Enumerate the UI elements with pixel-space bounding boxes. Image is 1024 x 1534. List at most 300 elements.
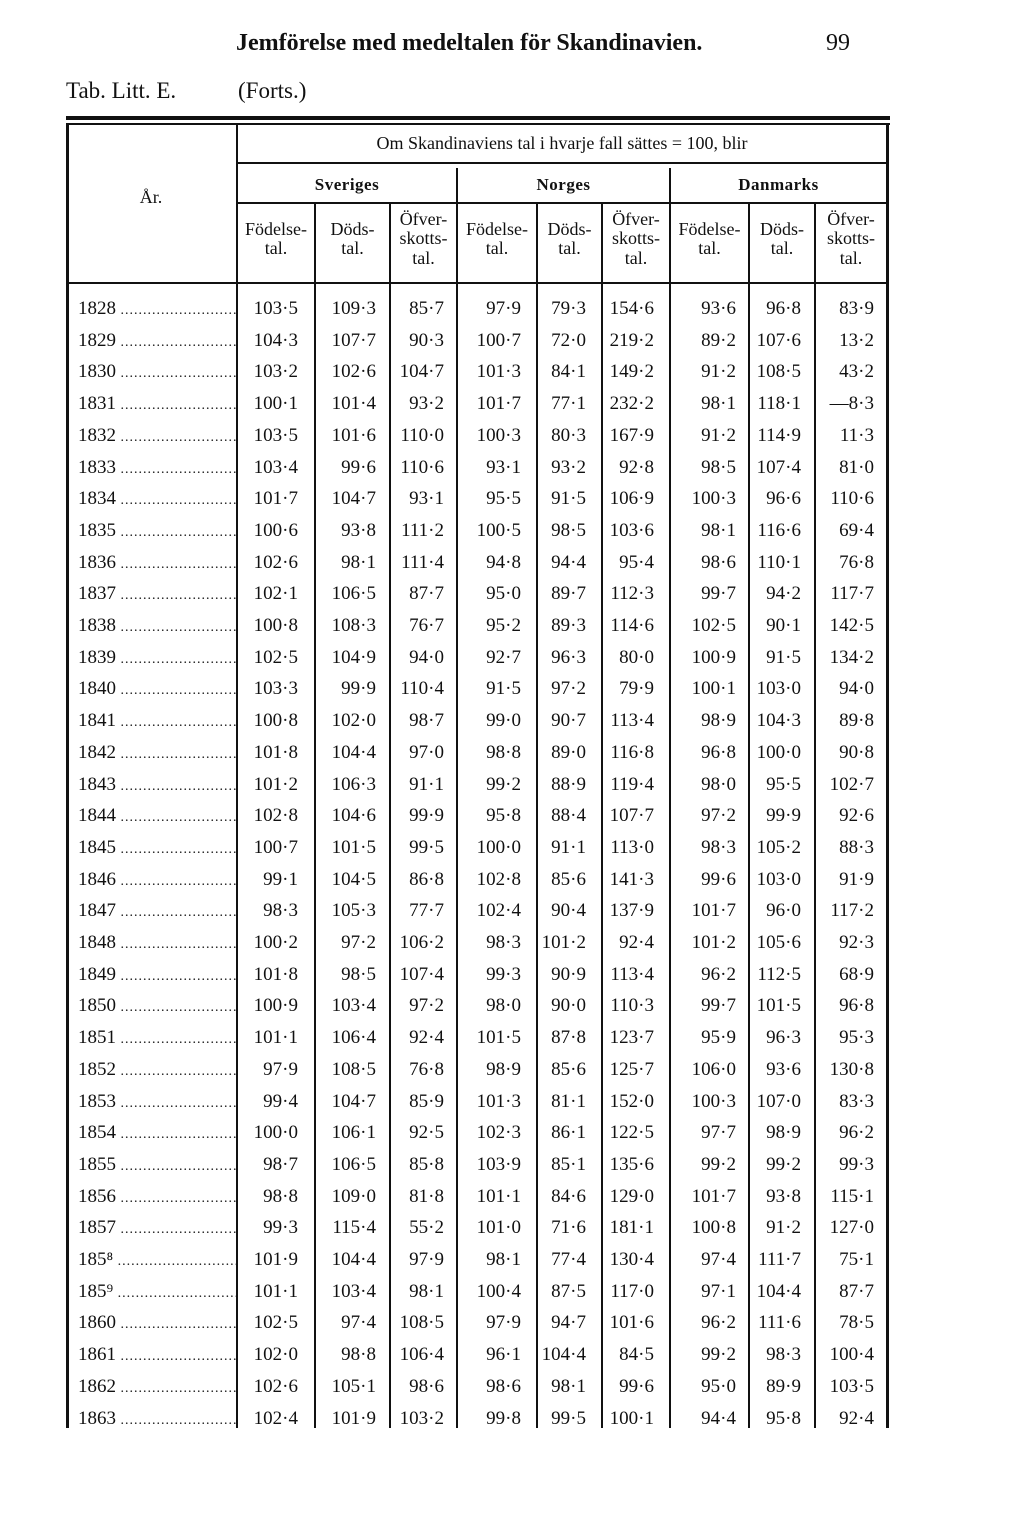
group-header-sweden: Sveriges <box>314 175 380 194</box>
value-cell: 95·0 <box>701 1375 736 1397</box>
value-cell: 106·5 <box>331 1153 376 1175</box>
value-cell: 98·1 <box>409 1280 444 1302</box>
value-cell: 87·8 <box>551 1027 586 1049</box>
value-cell: 96·6 <box>766 488 801 510</box>
value-cell: 103·3 <box>253 678 298 700</box>
group-header-norway: Norges <box>536 175 591 194</box>
value-cell: 117·7 <box>830 583 874 605</box>
year-cell: 1829 ..... <box>78 330 236 352</box>
value-cell: 97·7 <box>701 1122 736 1144</box>
year-cell: 1842 ..... <box>78 742 236 764</box>
value-cell: 141·3 <box>609 868 654 890</box>
value-cell: 100·6 <box>253 519 298 541</box>
table-row <box>66 1249 890 1281</box>
value-cell: 94·0 <box>839 678 874 700</box>
value-cell: 102·0 <box>331 710 376 732</box>
value-cell: 104·9 <box>331 646 376 668</box>
value-cell: 102·7 <box>829 773 874 795</box>
value-cell: 103·0 <box>756 678 801 700</box>
value-cell: 104·3 <box>756 710 801 732</box>
value-cell: 84·1 <box>551 361 586 383</box>
year-cell: 1855 ..... <box>78 1154 236 1176</box>
value-cell: 90·1 <box>766 615 801 636</box>
value-cell: 110·4 <box>400 678 444 700</box>
table-row <box>66 837 890 869</box>
value-cell: 97·2 <box>341 932 376 953</box>
value-cell: 122·5 <box>609 1122 654 1144</box>
table-row <box>66 1154 890 1186</box>
value-cell: 96·0 <box>766 900 801 922</box>
value-cell: 81·0 <box>839 456 874 478</box>
value-cell: 106·0 <box>691 1058 736 1080</box>
value-cell: 105·6 <box>756 932 801 953</box>
value-cell: 99·0 <box>486 710 521 732</box>
top-rule-thin <box>66 123 890 125</box>
value-cell: 96·2 <box>701 1312 736 1334</box>
year-cell: 1843 ..... <box>78 774 236 796</box>
value-cell: 107·4 <box>756 456 801 478</box>
value-cell: 89·7 <box>551 583 586 605</box>
value-cell: 68·9 <box>839 963 874 985</box>
value-cell: 103·5 <box>253 424 298 446</box>
value-cell: 91·2 <box>766 1217 801 1239</box>
value-cell: 101·5 <box>756 995 801 1017</box>
value-cell: 101·2 <box>541 932 586 953</box>
value-cell: 13·2 <box>839 329 874 351</box>
value-cell: 81·8 <box>409 1185 444 1207</box>
value-cell: 101·3 <box>476 361 521 383</box>
value-cell: 127·0 <box>829 1217 874 1239</box>
value-cell: 99·6 <box>619 1375 654 1397</box>
table-row <box>66 869 890 901</box>
table-row <box>66 425 890 457</box>
column-header: Öfver- skotts- tal. <box>611 209 660 268</box>
value-cell: 85·9 <box>409 1090 444 1112</box>
table-row <box>66 900 890 932</box>
value-cell: 100·1 <box>691 678 736 700</box>
table-row <box>66 1059 890 1091</box>
value-cell: 99·1 <box>263 868 298 890</box>
value-cell: 93·2 <box>551 456 586 478</box>
value-cell: 130·4 <box>609 1249 654 1270</box>
value-cell: 97·1 <box>701 1280 736 1302</box>
value-cell: 103·4 <box>331 995 376 1017</box>
year-cell: 1844 ..... <box>78 805 236 827</box>
value-cell: 89·2 <box>701 329 736 351</box>
table-row <box>66 1408 890 1440</box>
table-row <box>66 647 890 679</box>
value-cell: 100·0 <box>253 1122 298 1144</box>
column-header: Döds- tal. <box>760 219 804 259</box>
value-cell: 113·4 <box>610 710 654 732</box>
year-cell: 1852 ..... <box>78 1059 236 1081</box>
value-cell: 106·5 <box>331 583 376 605</box>
value-cell: 105·3 <box>331 900 376 922</box>
value-cell: 181·1 <box>609 1217 654 1239</box>
value-cell: 93·6 <box>701 298 736 319</box>
value-cell: 94·2 <box>766 583 801 605</box>
value-cell: 108·3 <box>331 615 376 636</box>
value-cell: 98·5 <box>701 456 736 478</box>
value-cell: 102·4 <box>476 900 521 922</box>
value-cell: 111·6 <box>758 1312 801 1334</box>
value-cell: 107·7 <box>331 329 376 351</box>
value-cell: 129·0 <box>609 1185 654 1207</box>
value-cell: 98·1 <box>701 519 736 541</box>
value-cell: 96·1 <box>486 1344 521 1366</box>
value-cell: 101·2 <box>253 773 298 795</box>
value-cell: 101·4 <box>331 393 376 415</box>
value-cell: 107·6 <box>756 329 801 351</box>
value-cell: 117·0 <box>610 1280 654 1302</box>
value-cell: 99·9 <box>766 805 801 827</box>
value-cell: 117·2 <box>830 900 874 922</box>
group-header-denmark: Danmarks <box>738 175 819 194</box>
value-cell: 100·9 <box>253 995 298 1017</box>
year-cell: 1860 ..... <box>78 1312 236 1334</box>
year-cell: 1841 ..... <box>78 710 236 732</box>
value-cell: 99·2 <box>701 1153 736 1175</box>
value-cell: 103·6 <box>609 519 654 541</box>
value-cell: 83·3 <box>839 1090 874 1112</box>
value-cell: 107·7 <box>609 805 654 827</box>
value-cell: 91·5 <box>551 488 586 510</box>
year-cell: 185⁸ ..... <box>78 1249 236 1271</box>
value-cell: 97·9 <box>486 298 521 319</box>
year-cell: 1839 ..... <box>78 647 236 669</box>
value-cell: 69·4 <box>839 519 874 541</box>
value-cell: 98·1 <box>486 1249 521 1270</box>
table-row <box>66 995 890 1027</box>
value-cell: 97·0 <box>409 741 444 763</box>
value-cell: 101·1 <box>253 1027 298 1049</box>
value-cell: 104·4 <box>541 1344 586 1366</box>
value-cell: 78·5 <box>839 1312 874 1334</box>
value-cell: 100·8 <box>253 710 298 732</box>
value-cell: 101·5 <box>476 1027 521 1049</box>
value-cell: 119·4 <box>610 773 654 795</box>
value-cell: 103·0 <box>756 868 801 890</box>
value-cell: 76·8 <box>839 551 874 573</box>
value-cell: 102·1 <box>253 583 298 605</box>
value-cell: 84·5 <box>619 1344 654 1366</box>
value-cell: 100·0 <box>756 741 801 763</box>
value-cell: 88·4 <box>551 805 586 827</box>
value-cell: 86·1 <box>551 1122 586 1144</box>
value-cell: 98·9 <box>486 1058 521 1080</box>
value-cell: 95·8 <box>486 805 521 827</box>
value-cell: 101·1 <box>476 1185 521 1207</box>
value-cell: 114·6 <box>610 615 654 636</box>
value-cell: 98·0 <box>701 773 736 795</box>
value-cell: 99·2 <box>486 773 521 795</box>
value-cell: 98·7 <box>263 1153 298 1175</box>
value-cell: 92·4 <box>839 1407 874 1429</box>
value-cell: 85·6 <box>551 1058 586 1080</box>
table-row <box>66 615 890 647</box>
value-cell: 102·6 <box>331 361 376 383</box>
value-cell: 98·1 <box>551 1375 586 1397</box>
value-cell: 101·1 <box>253 1280 298 1302</box>
value-cell: 99·2 <box>766 1153 801 1175</box>
column-header: Födelse- tal. <box>678 219 741 259</box>
value-cell: 98·3 <box>766 1344 801 1366</box>
value-cell: 154·6 <box>609 298 654 319</box>
value-cell: 115·4 <box>332 1217 376 1239</box>
value-cell: 98·8 <box>486 741 521 763</box>
value-cell: 100·0 <box>476 836 521 858</box>
year-cell: 185⁹ ..... <box>78 1281 236 1303</box>
value-cell: 113·0 <box>610 836 654 858</box>
value-cell: 86·8 <box>409 868 444 890</box>
value-cell: 101·3 <box>476 1090 521 1112</box>
value-cell: 98·0 <box>486 995 521 1017</box>
value-cell: 77·4 <box>551 1249 586 1270</box>
value-cell: 81·1 <box>551 1090 586 1112</box>
value-cell: 106·4 <box>331 1027 376 1049</box>
year-cell: 1833 ..... <box>78 457 236 479</box>
value-cell: 100·4 <box>476 1280 521 1302</box>
value-cell: 104·7 <box>331 488 376 510</box>
value-cell: 103·2 <box>253 361 298 383</box>
value-cell: 100·3 <box>691 1090 736 1112</box>
value-cell: 102·5 <box>691 615 736 636</box>
value-cell: 89·8 <box>839 710 874 732</box>
value-cell: 55·2 <box>409 1217 444 1239</box>
value-cell: 95·8 <box>766 1407 801 1429</box>
value-cell: 107·4 <box>399 963 444 985</box>
value-cell: 79·3 <box>551 298 586 319</box>
value-cell: 80·3 <box>551 424 586 446</box>
table-row <box>66 1027 890 1059</box>
value-cell: 102·8 <box>253 805 298 827</box>
value-cell: 104·4 <box>331 1249 376 1270</box>
value-cell: 94·7 <box>551 1312 586 1334</box>
value-cell: 72·0 <box>551 329 586 351</box>
table-row <box>66 1344 890 1376</box>
year-cell: 1835 ..... <box>78 520 236 542</box>
year-cell: 1854 ..... <box>78 1122 236 1144</box>
year-cell: 1846 ..... <box>78 869 236 891</box>
value-cell: 97·2 <box>409 995 444 1017</box>
table-row <box>66 1376 890 1408</box>
top-rule <box>66 116 890 120</box>
value-cell: 80·0 <box>619 646 654 668</box>
value-cell: 99·6 <box>701 868 736 890</box>
value-cell: 149·2 <box>609 361 654 383</box>
value-cell: 99·8 <box>486 1407 521 1429</box>
value-cell: 96·2 <box>701 963 736 985</box>
value-cell: 98·9 <box>701 710 736 732</box>
column-header: Öfver- skotts- tal. <box>399 209 448 268</box>
value-cell: 93·2 <box>409 393 444 415</box>
value-cell: 100·9 <box>691 646 736 668</box>
value-cell: 167·9 <box>609 424 654 446</box>
value-cell: 99·7 <box>701 583 736 605</box>
value-cell: 100·3 <box>476 424 521 446</box>
table-label: Tab. Litt. E. <box>66 78 177 103</box>
value-cell: 106·4 <box>399 1344 444 1366</box>
value-cell: 96·3 <box>551 646 586 668</box>
value-cell: 110·6 <box>830 488 874 510</box>
value-cell: 93·1 <box>486 456 521 478</box>
value-cell: 101·5 <box>331 836 376 858</box>
value-cell: 100·7 <box>253 836 298 858</box>
year-cell: 1863 ..... <box>78 1408 236 1430</box>
value-cell: 118·1 <box>757 393 801 415</box>
value-cell: 101·9 <box>331 1407 376 1429</box>
value-cell: 104·5 <box>331 868 376 890</box>
value-cell: 112·3 <box>610 583 654 605</box>
value-cell: 100·5 <box>476 519 521 541</box>
table-row <box>66 393 890 425</box>
value-cell: 105·1 <box>331 1375 376 1397</box>
header-rule <box>236 162 886 164</box>
value-cell: 95·5 <box>766 773 801 795</box>
value-cell: 75·1 <box>839 1249 874 1270</box>
value-cell: 91·5 <box>486 678 521 700</box>
year-cell: 1853 ..... <box>78 1091 236 1113</box>
year-cell: 1856 ..... <box>78 1186 236 1208</box>
value-cell: 95·3 <box>839 1027 874 1049</box>
value-cell: 90·9 <box>551 963 586 985</box>
value-cell: 89·9 <box>766 1375 801 1397</box>
value-cell: 76·8 <box>409 1058 444 1080</box>
value-cell: 98·7 <box>409 710 444 732</box>
value-cell: 114·9 <box>757 424 801 446</box>
table-row <box>66 742 890 774</box>
value-cell: 110·0 <box>400 424 444 446</box>
value-cell: 108·5 <box>331 1058 376 1080</box>
table-row <box>66 488 890 520</box>
column-header: Födelse- tal. <box>466 219 528 259</box>
value-cell: 101·2 <box>691 932 736 953</box>
value-cell: 103·4 <box>253 456 298 478</box>
value-cell: 97·2 <box>701 805 736 827</box>
column-header: Födelse- tal. <box>245 219 307 259</box>
value-cell: 103·5 <box>253 298 298 319</box>
value-cell: 116·6 <box>757 519 801 541</box>
year-cell: 1850 ..... <box>78 995 236 1017</box>
value-cell: 113·4 <box>610 963 654 985</box>
year-cell: 1847 ..... <box>78 900 236 922</box>
page-number: 99 <box>826 30 850 56</box>
table-row <box>66 1312 890 1344</box>
table-continuation: (Forts.) <box>238 78 307 103</box>
value-cell: 115·1 <box>830 1185 874 1207</box>
value-cell: 99·5 <box>409 836 444 858</box>
value-cell: 90·3 <box>409 329 444 351</box>
value-cell: 94·0 <box>409 646 444 668</box>
value-cell: 91·2 <box>701 424 736 446</box>
column-header: Döds- tal. <box>547 219 592 259</box>
value-cell: 100·1 <box>253 393 298 415</box>
value-cell: 100·8 <box>253 615 298 636</box>
table-row <box>66 1217 890 1249</box>
value-cell: 99·2 <box>701 1344 736 1366</box>
table-row <box>66 330 890 362</box>
value-cell: 101·7 <box>476 393 521 415</box>
table-row <box>66 1122 890 1154</box>
value-cell: 43·2 <box>839 361 874 383</box>
value-cell: 91·9 <box>839 868 874 890</box>
value-cell: 94·4 <box>551 551 586 573</box>
value-cell: 106·2 <box>399 932 444 953</box>
running-title: Jemförelse med medeltalen för Skandinavien. <box>236 30 703 56</box>
value-cell: 104·4 <box>331 741 376 763</box>
value-cell: 125·7 <box>609 1058 654 1080</box>
value-cell: 100·2 <box>253 932 298 953</box>
value-cell: 109·0 <box>331 1185 376 1207</box>
value-cell: 110·6 <box>400 456 444 478</box>
table-row <box>66 361 890 393</box>
year-cell: 1848 ..... <box>78 932 236 954</box>
value-cell: 106·1 <box>331 1122 376 1144</box>
value-cell: 90·7 <box>551 710 586 732</box>
value-cell: 101·9 <box>253 1249 298 1270</box>
value-cell: 77·7 <box>409 900 444 922</box>
value-cell: 98·1 <box>341 551 376 573</box>
year-cell: 1831 ..... <box>78 393 236 415</box>
value-cell: 85·8 <box>409 1153 444 1175</box>
value-cell: 112·5 <box>757 963 801 985</box>
value-cell: 92·5 <box>409 1122 444 1144</box>
value-cell: 91·1 <box>409 773 444 795</box>
table-row <box>66 583 890 615</box>
value-cell: 103·4 <box>331 1280 376 1302</box>
value-cell: 95·0 <box>486 583 521 605</box>
value-cell: 111·4 <box>401 551 444 573</box>
value-cell: 98·5 <box>551 519 586 541</box>
value-cell: 97·9 <box>263 1058 298 1080</box>
value-cell: 93·6 <box>766 1058 801 1080</box>
year-header: År. <box>139 187 163 207</box>
value-cell: 96·8 <box>701 741 736 763</box>
value-cell: 99·9 <box>341 678 376 700</box>
value-cell: 92·7 <box>486 646 521 668</box>
value-cell: 100·7 <box>476 329 521 351</box>
value-cell: 97·9 <box>409 1249 444 1270</box>
value-cell: 110·3 <box>610 995 654 1017</box>
main-header: Om Skandinaviens tal i hvarje fall sättes = 100, blir <box>376 133 748 153</box>
header-rule <box>236 202 886 204</box>
value-cell: 95·4 <box>619 551 654 573</box>
value-cell: 89·3 <box>551 615 586 636</box>
value-cell: 96·2 <box>839 1122 874 1144</box>
value-cell: 104·4 <box>756 1280 801 1302</box>
value-cell: 87·7 <box>839 1280 874 1302</box>
value-cell: 101·7 <box>691 900 736 922</box>
value-cell: 103·2 <box>399 1407 444 1429</box>
value-cell: 102·8 <box>476 868 521 890</box>
value-cell: 94·8 <box>486 551 521 573</box>
value-cell: 94·4 <box>701 1407 736 1429</box>
value-cell: 84·6 <box>551 1185 586 1207</box>
value-cell: 101·8 <box>253 963 298 985</box>
value-cell: 101·7 <box>253 488 298 510</box>
value-cell: 102·6 <box>253 1375 298 1397</box>
value-cell: 116·8 <box>610 741 654 763</box>
value-cell: 90·4 <box>551 900 586 922</box>
value-cell: 102·6 <box>253 551 298 573</box>
year-cell: 1832 ..... <box>78 425 236 447</box>
value-cell: 101·0 <box>476 1217 521 1239</box>
value-cell: 98·3 <box>701 836 736 858</box>
year-cell: 1830 ..... <box>78 361 236 383</box>
value-cell: 98·5 <box>341 963 376 985</box>
value-cell: 98·8 <box>341 1344 376 1366</box>
value-cell: 89·0 <box>551 741 586 763</box>
